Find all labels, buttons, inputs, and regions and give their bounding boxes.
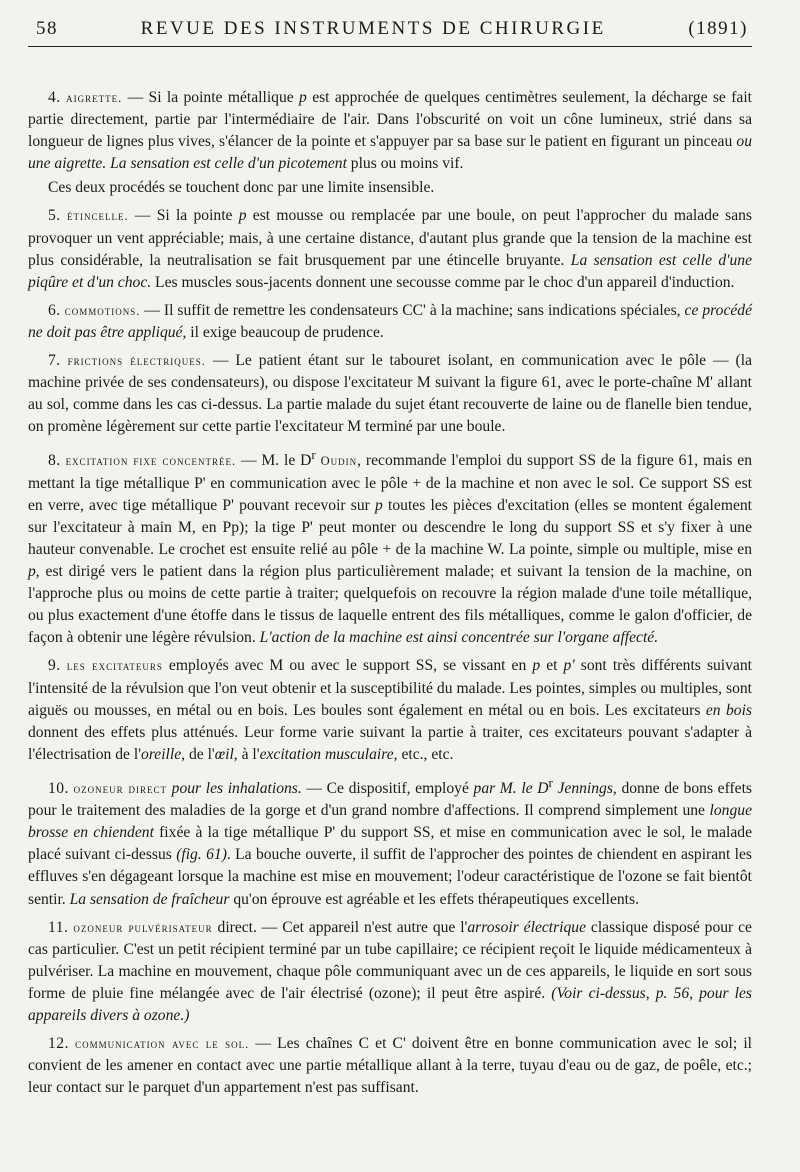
text-run: . La bouche ouverte, il suffit de l'approcher des pointes de chiendent en aspirant les effluves s'en dégageant lorsque la machine est mise en mouvement; l'odeur caractéristique de l'ozone se fait bientôt sentir. <box>28 846 752 908</box>
section-heading: ozoneur direct <box>73 782 167 797</box>
paragraph-11-ozoneur-pulverisateur <box>28 917 752 1027</box>
text-run: — Le patient étant sur le tabouret isolant, en communication avec le pôle — (la machine privée de ses condensateurs), ou dispose l'excitateur M suivant la figure 61, avec le porte-chaîne M' allant au sol, comme dans les cas ci-dessus. La partie malade du sujet étant recouverte de laine ou de flanelle bien tendue, on promène légèrement sur cette partie l'excitateur M terminé par une boule. <box>28 352 752 436</box>
section-heading: les excitateurs <box>66 659 163 674</box>
text-run: employés avec M ou avec le support SS, se vissant en <box>162 657 533 675</box>
paragraph-7-frictions <box>28 350 752 438</box>
superscript: r <box>548 774 553 790</box>
italic-run: longue brosse en chiendent <box>28 802 752 842</box>
paragraph-note <box>28 177 752 199</box>
text-run: est approchée de quelques centimètres seulement, la décharge se fait partie directement, partie par l'intermédiaire de l'air. Dans l'obscurité on voit un cône lumineux, strié dans sa longueur de lignes plus vives, s'élancer de la pointe et s'appuyer par sa base sur le patient en figurant un pinceau <box>28 89 752 151</box>
paragraph-number: 8. <box>48 452 61 470</box>
text-run: , est dirigé vers le patient dans la région plus particulièrement malade; et suivant la tension de la machine, on l'approche plus ou moins de cette partie à traiter; quelquefois on recouvre la région malade d'une toile métallique, ou plus exactement d'une étoffe dans le tissus de laquelle entrent des fils métalliques, comme le galon d'officier, de façon à obtenir une légère révulsion. <box>28 563 752 647</box>
italic-run: par M. le D <box>473 780 549 798</box>
text-run: qu'on éprouve est agréable et les effets thérapeutiques excellents. <box>229 890 639 908</box>
italic-run: L'action de la machine est ainsi concentrée sur l'organe affecté. <box>259 629 659 647</box>
text-run: — Il suffit de remettre les condensateurs CC' à la machine; sans indications spéciales, <box>140 301 685 319</box>
paragraph-number: 4. <box>48 89 61 106</box>
text-run: Les muscles sous-jacents donnent une secousse comme par le choc d'un appareil d'induction. <box>151 273 735 291</box>
text-run: — Si la pointe <box>128 207 239 225</box>
italic-run: p <box>532 657 541 675</box>
section-heading: commotions. <box>64 303 141 318</box>
paragraph-5-etincelle <box>28 205 752 293</box>
text-run: , etc., etc. <box>393 745 454 763</box>
section-heading: étincelle. <box>66 209 129 224</box>
italic-run: La sensation est celle d'une piqûre et d'un choc. <box>28 251 752 291</box>
text-run: il exige beaucoup de prudence. <box>186 323 384 341</box>
author-name: Oudin <box>320 454 358 469</box>
italic-run: (fig. 61) <box>176 846 227 864</box>
year: (1891) <box>688 18 748 39</box>
text-run: — Si la pointe métallique <box>122 89 300 106</box>
italic-run: en bois <box>705 701 752 719</box>
text-run: , recommande l'emploi du support SS de la figure 61, mais en mettant la tige métallique P' en communication avec le pôle + de la machine et non avec le sol. Ce support SS est en verre, avec tige métallique P' pouvant recevoir sur <box>28 452 752 514</box>
text-run: — Les chaînes C et C' doivent être en bonne communication avec le sol; il convient de les amener en contact avec une partie métallique allant à la terre, tuyau d'eau ou de gaz, de poêle, etc.; leur contact sur le parquet d'un appartement n'est pas suffisant. <box>28 1035 752 1097</box>
text-run: et <box>540 657 564 675</box>
italic-run: ce procédé ne doit pas être appliqué, <box>28 301 752 341</box>
text-run: plus ou moins vif. <box>346 155 464 173</box>
text-run: — Ce dispositif, employé <box>301 780 474 798</box>
text-run: donnent des effets plus atténués. Leur forme varie suivant la partie à traiter, ces excitateurs pouvant s'adapter à l'électrisation de l' <box>28 723 752 763</box>
italic-run: p' <box>563 657 575 675</box>
paragraph-number: 10. <box>48 780 69 798</box>
text-run: direct. — Cet appareil n'est autre que l' <box>212 918 468 936</box>
italic-run: excitation musculaire <box>259 745 394 763</box>
paragraph-number: 12. <box>48 1035 69 1053</box>
superscript: r <box>311 447 316 463</box>
italic-run: oreille <box>141 745 182 763</box>
text-run: , donne de bons effets pour le traitement des maladies de la gorge et d'un grand nombre d'affections. Il comprend simplement une <box>28 780 752 820</box>
running-header <box>28 18 752 47</box>
text-run: , de l' <box>181 745 215 763</box>
italic-run: La sensation de fraîcheur <box>69 890 230 908</box>
paragraph-8-excitation-fixe <box>28 444 752 649</box>
paragraph-number: 7. <box>48 352 61 370</box>
paragraph-10-ozoneur-direct <box>28 772 752 911</box>
paragraph-number: 5. <box>48 207 61 225</box>
text-run: Ces deux procédés se touchent donc par une limite insensible. <box>48 179 435 197</box>
italic-run: p <box>28 563 36 581</box>
italic-run: œil <box>214 745 234 763</box>
italic-run: p <box>375 496 383 514</box>
text-run: toutes les pièces d'excitation (elles se montent également sur l'excitateur à main M, en Pp); la tige P' peut monter ou descendre le long du support SS et s'y fixer à une hauteur convenable. Le crochet est ensuite relié au pôle + de la machine W. La pointe, simple ou multiple, mise en <box>28 496 752 558</box>
paragraph-number: 6. <box>48 301 61 319</box>
italic-run: ou une aigrette. La sensation est celle d'un picotement <box>28 133 752 173</box>
section-heading: aigrette. <box>66 91 123 105</box>
section-heading: ozoneur pulvérisateur <box>73 920 213 935</box>
italic-run: arrosoir électrique <box>467 918 587 936</box>
paragraph-12-communication-sol <box>28 1033 752 1099</box>
text-run: est mousse ou remplacée par une boule, on peut l'approcher du malade sans provoquer un vent appréciable; mais, à une certaine distance, d'autant plus grande que la tension de la machine est plus considérable, la neutralisation se fait brusquement par une étincelle bruyante. <box>28 207 752 269</box>
section-heading: excitation fixe concentrée. <box>65 454 237 469</box>
paragraph-6-commotions <box>28 300 752 344</box>
section-heading: frictions électriques. <box>67 354 206 369</box>
paragraph-4-aigrette <box>28 87 752 175</box>
text-run: , à l' <box>233 745 260 763</box>
italic-run: p <box>299 89 307 106</box>
paragraph-number: 9. <box>48 657 61 675</box>
text-run: fixée à la tige métallique P' du support SS, et mise en communication avec le sol, le malade placé suivant ci-dessus <box>28 824 752 864</box>
text-run: classique disposé pour ce cas particulier. C'est un petit récipient terminé par un tube capillaire; ce récipient reçoit le liquide médicamenteux à pulvériser. La machine en mouvement, chaque pôle communiquant avec un de ces appareils, le liquide en sort sous forme de pluie fine mélangée avec de l'air électrisé (ozone); il peut être aspiré. <box>28 918 752 1002</box>
paragraph-9-excitateurs <box>28 655 752 765</box>
italic-run: Jennings <box>552 780 613 798</box>
section-heading: communication avec le sol. <box>75 1037 250 1052</box>
body-text <box>28 47 752 1099</box>
journal-title: REVUE DES INSTRUMENTS DE CHIRURGIE <box>140 18 606 39</box>
italic-run: p <box>238 207 247 225</box>
text-run: — M. le D <box>236 452 312 470</box>
italic-run: pour les inhalations. <box>171 780 302 798</box>
italic-run: (Voir ci-dessus, p. 56, pour les appareils divers à ozone.) <box>28 984 752 1025</box>
text-run: sont très différents suivant l'intensité de la révulsion que l'on veut obtenir et la susceptibilité du malade. Les pointes, simples ou multiples, sont aiguës ou mousses, en métal ou en bois. Les boules sont également en métal ou en bois. Les excitateurs <box>28 657 752 719</box>
page-number: 58 <box>36 18 58 39</box>
paragraph-number: 11. <box>48 918 69 936</box>
